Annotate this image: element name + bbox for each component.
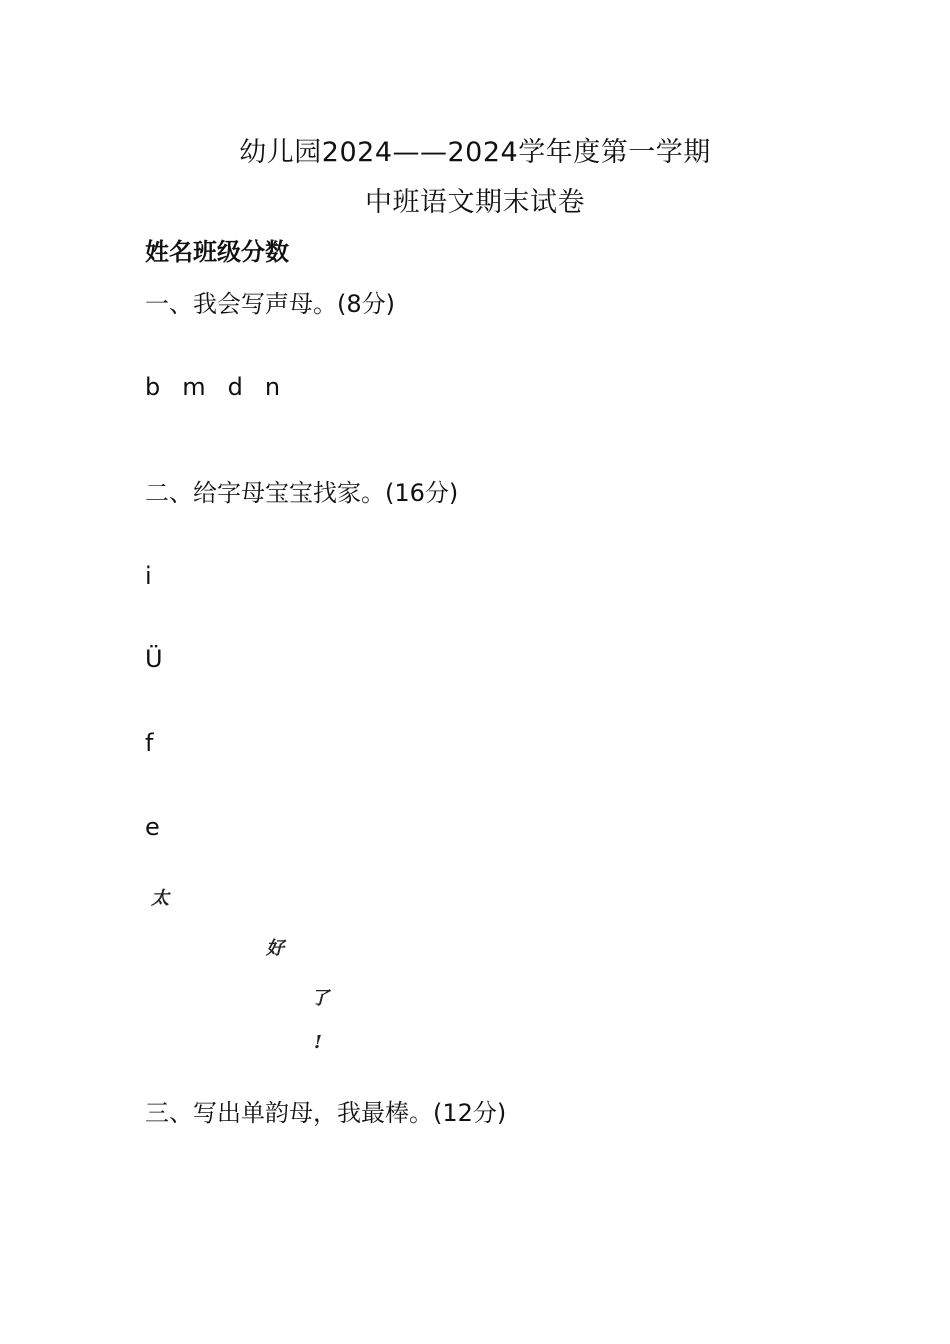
- student-info-line: 姓名班级分数: [145, 238, 289, 266]
- exam-title-line2: 中班语文期末试卷: [365, 187, 585, 218]
- section3-heading: 三、写出单韵母，我最棒。(12分): [145, 1099, 507, 1127]
- letter-item: n: [264, 373, 281, 401]
- praise-char: 太: [151, 888, 169, 909]
- praise-char: 好: [266, 938, 284, 959]
- exam-title-line1: 幼儿园2024——2024学年度第一学期: [239, 137, 711, 168]
- vowel-item: e: [145, 813, 160, 841]
- vowel-item: Ü: [145, 645, 163, 673]
- consonant-letters: [145, 373, 302, 401]
- section2-heading: 二、给字母宝宝找家。(16分): [145, 479, 459, 507]
- vowel-item: f: [145, 729, 154, 757]
- praise-char: 了: [311, 988, 329, 1009]
- vowel-item: i: [145, 562, 152, 590]
- letter-item: m: [182, 373, 206, 401]
- letter-item: d: [227, 373, 243, 401]
- letter-item: b: [145, 373, 161, 401]
- section1-heading: 一、我会写声母。(8分): [145, 290, 395, 318]
- praise-char: !: [314, 1032, 322, 1053]
